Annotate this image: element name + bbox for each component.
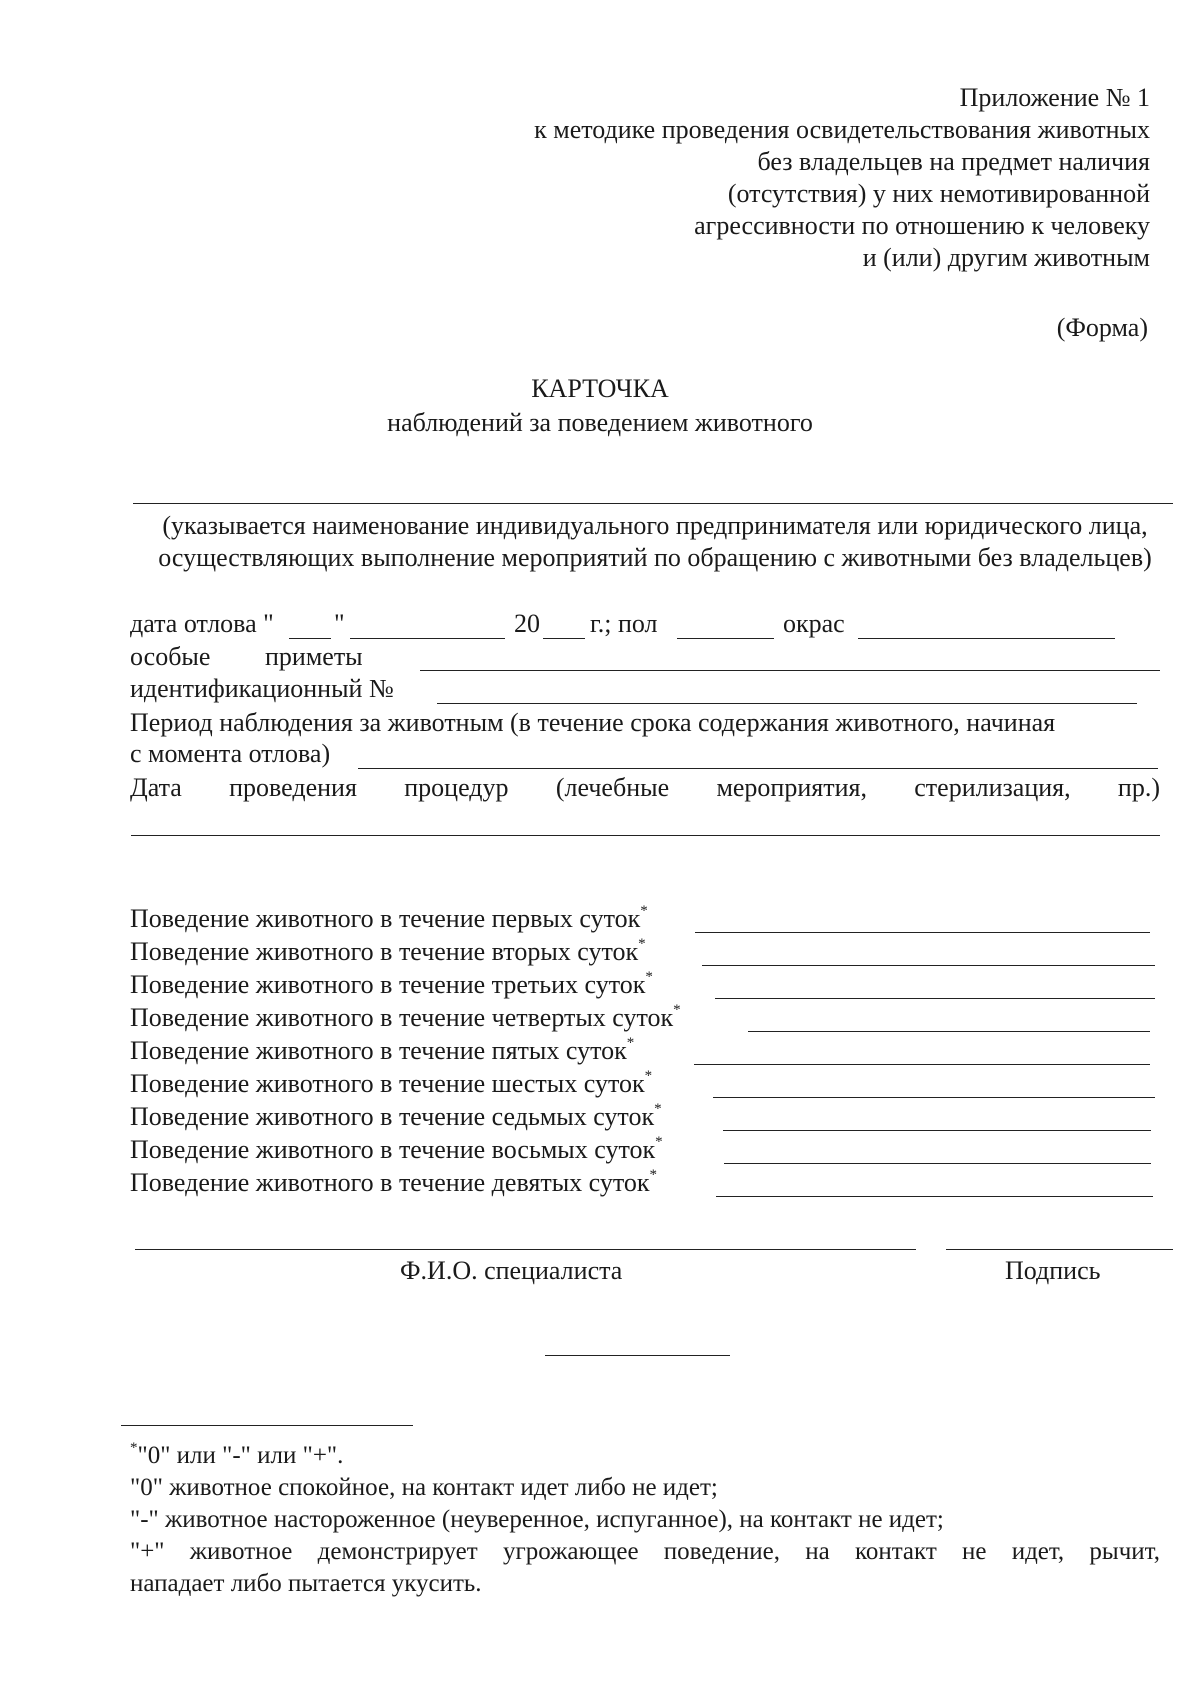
id-number-line[interactable] (437, 703, 1137, 704)
behavior-line[interactable] (713, 1097, 1155, 1098)
annex-line: Приложение № 1 (959, 83, 1150, 112)
sex-line[interactable] (677, 638, 774, 639)
footnote-mark: * (655, 1134, 663, 1151)
year-prefix: 20 (514, 609, 540, 638)
capture-date-label: дата отлова " (130, 609, 274, 638)
behavior-row: Поведение животного в течение третьих суток* (130, 969, 653, 999)
behavior-line[interactable] (724, 1163, 1151, 1164)
procedures-word: проведения (229, 773, 357, 802)
id-number-label: идентификационный № (130, 674, 394, 703)
behavior-line[interactable] (716, 1196, 1153, 1197)
footnote-mark: * (130, 1439, 138, 1456)
footnote-line4-words: "+" животное демонстрирует угрожающее поведение, на контакт не идет, рычит, (130, 1538, 1160, 1565)
footnote-mark: * (638, 936, 646, 953)
footnote-mark: * (626, 1035, 635, 1052)
capture-date-quote: " (334, 609, 345, 638)
procedures-word: процедур (404, 773, 509, 802)
color-label: окрас (783, 609, 845, 638)
signature-label: Подпись (1005, 1256, 1101, 1285)
procedures-word: мероприятия, (716, 773, 867, 802)
footnote-line3: "-" животное настороженное (неуверенное, испуганное), на контакт не идет; (130, 1506, 944, 1533)
capture-day-line[interactable] (289, 638, 331, 639)
footnote-line5: нападает либо пытается укусить. (130, 1570, 482, 1597)
capture-row (130, 608, 274, 640)
org-caption: (указывается наименование индивидуального предпринимателя или юридического лица, осуществляющих выполнение мероприятий по обращению с животными без владельцев) (158, 511, 1152, 572)
specialist-name-label: Ф.И.О. специалиста (400, 1256, 623, 1285)
behavior-row: Поведение животного в течение вторых суток* (130, 936, 646, 966)
behavior-row: Поведение животного в течение девятых суток* (130, 1167, 658, 1197)
behavior-line[interactable] (715, 998, 1155, 999)
footnote-separator (121, 1425, 413, 1426)
annex-line: агрессивности по отношению к человеку (694, 211, 1150, 240)
special-marks-word2: приметы (265, 642, 363, 671)
procedures-row (130, 772, 1160, 804)
sex-label: г.; пол (590, 609, 658, 638)
org-name-line[interactable] (133, 503, 1173, 504)
footnote-mark: * (673, 1002, 681, 1019)
procedures-line[interactable] (131, 835, 1160, 836)
capture-year-line[interactable] (543, 638, 585, 639)
behavior-row: Поведение животного в течение четвертых суток* (130, 1002, 681, 1032)
annex-header (534, 82, 1150, 274)
behavior-row: Поведение животного в течение первых суток* (130, 903, 648, 933)
procedures-label (130, 772, 1160, 804)
annex-line: к методике проведения освидетельствования животных (534, 115, 1150, 144)
footnote-line2: "0" животное спокойное, на контакт идет либо не идет; (130, 1474, 718, 1501)
period-line1: Период наблюдения за животным (в течение срока содержания животного, начиная (130, 708, 1056, 737)
behavior-row: Поведение животного в течение пятых суток* (130, 1035, 635, 1065)
procedures-word: Дата (130, 773, 182, 802)
special-marks-line[interactable] (420, 670, 1160, 671)
specialist-name-line[interactable] (135, 1249, 916, 1250)
behavior-line[interactable] (694, 1064, 1150, 1065)
procedures-word: пр.) (1117, 773, 1160, 802)
behavior-line[interactable] (748, 1031, 1150, 1032)
footnote-mark: * (649, 1167, 658, 1184)
color-line[interactable] (858, 638, 1115, 639)
behavior-line[interactable] (723, 1130, 1151, 1131)
footnote-line1: *"0" или "-" или "+". (130, 1439, 344, 1469)
behavior-row: Поведение животного в течение восьмых суток* (130, 1134, 663, 1164)
document-title: КАРТОЧКА (531, 374, 669, 403)
document-subtitle: наблюдений за поведением животного (387, 408, 813, 437)
behavior-line[interactable] (695, 932, 1150, 933)
special-marks-word1: особые (130, 642, 211, 671)
footnote-mark: * (645, 969, 653, 986)
annex-line: (отсутствия) у них немотивированной (727, 179, 1150, 208)
annex-line: и (или) другим животным (862, 243, 1150, 272)
period-line[interactable] (358, 768, 1158, 769)
footnote-mark: * (654, 1101, 662, 1118)
behavior-row: Поведение животного в течение шестых суток* (130, 1068, 653, 1098)
footnote-line4 (130, 1536, 1160, 1567)
footnote-mark: * (644, 1068, 653, 1085)
form-mark: (Форма) (1056, 313, 1148, 342)
signature-line[interactable] (946, 1249, 1173, 1250)
separator-line (545, 1355, 730, 1356)
annex-line: без владельцев на предмет наличия (757, 147, 1150, 176)
footnote-mark: * (640, 903, 648, 920)
behavior-line[interactable] (702, 965, 1155, 966)
procedures-word: стерилизация, (914, 773, 1071, 802)
period-line2: с момента отлова) (130, 739, 331, 768)
behavior-row: Поведение животного в течение седьмых суток* (130, 1101, 662, 1131)
capture-month-line[interactable] (350, 638, 505, 639)
procedures-word: (лечебные (555, 773, 670, 802)
